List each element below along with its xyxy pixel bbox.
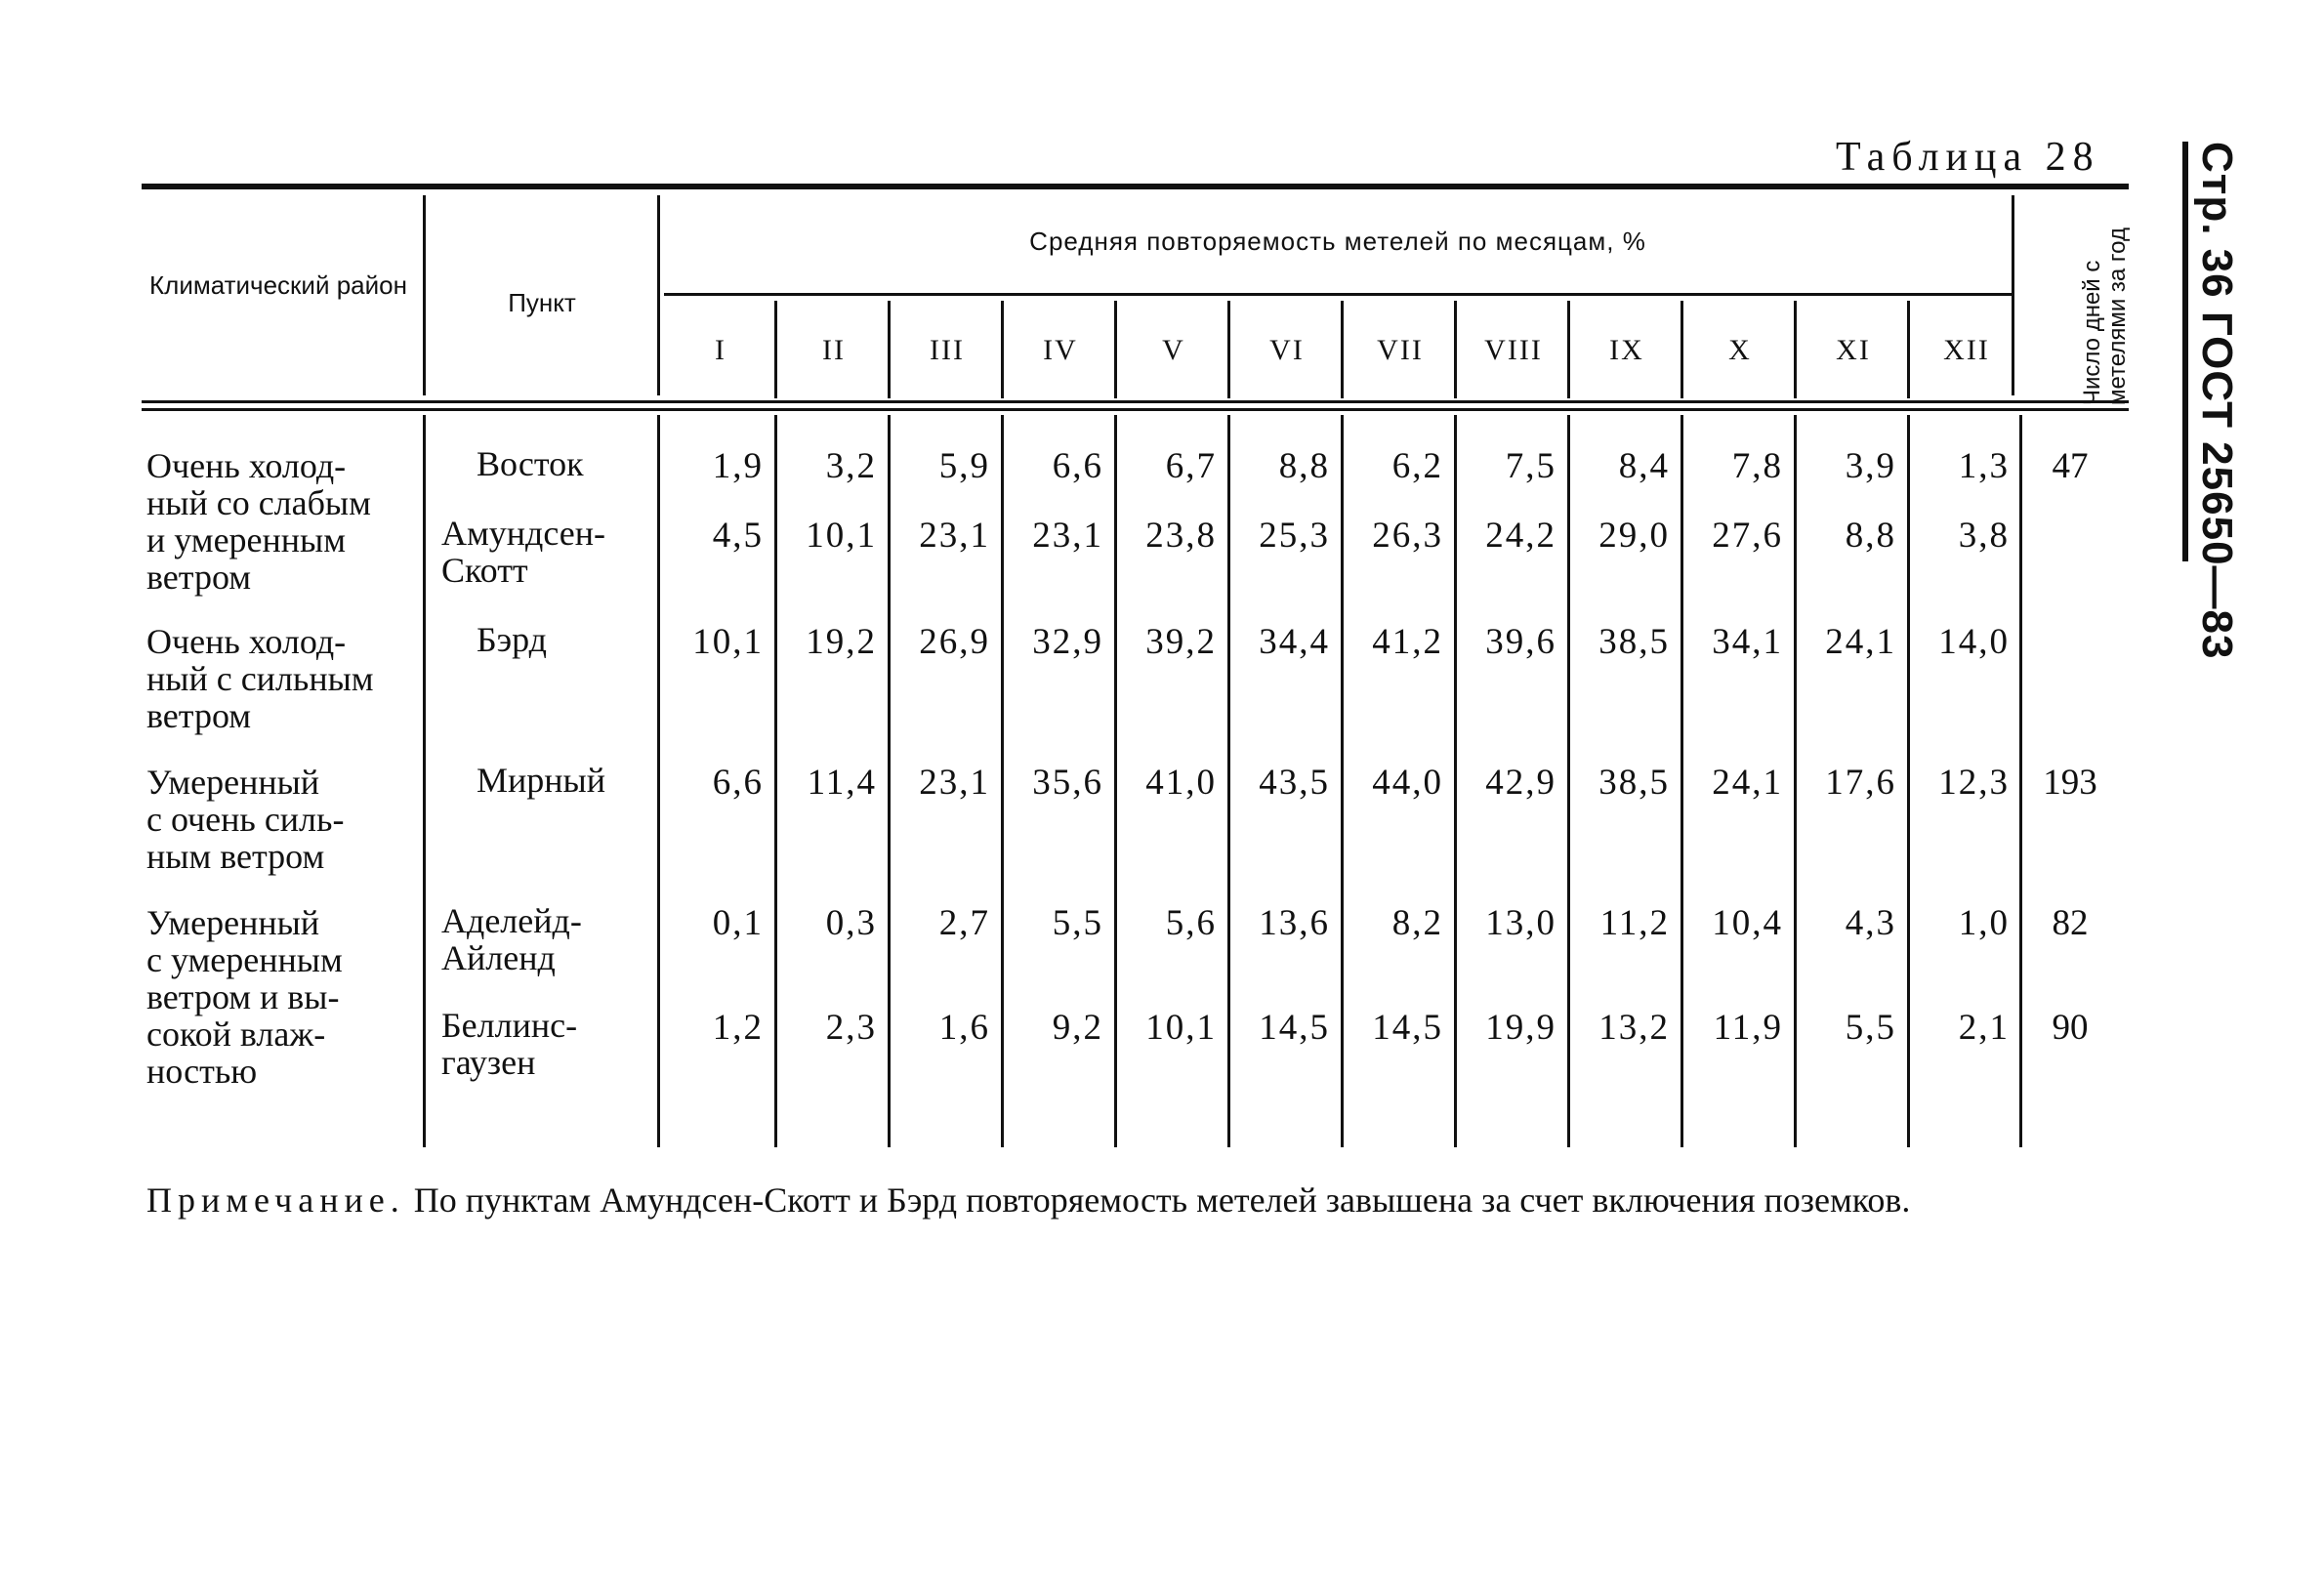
- station-name: Восток: [477, 444, 584, 483]
- value-cell: 0,3: [825, 903, 877, 943]
- value-cell: 38,5: [1598, 763, 1670, 803]
- col-divider: [657, 195, 660, 395]
- value-cell: 19,9: [1485, 1008, 1556, 1048]
- value-cell: 5,6: [1165, 903, 1217, 943]
- value-cell: 11,2: [1599, 903, 1670, 943]
- value-cell: 10,1: [806, 516, 877, 556]
- station-name: Бэрд: [477, 620, 547, 659]
- month-divider: [1907, 301, 1910, 398]
- value-cell: 23,1: [919, 516, 990, 556]
- header-month: II: [822, 334, 846, 366]
- month-divider: [1681, 301, 1683, 398]
- value-cell: 8,4: [1618, 446, 1670, 486]
- header-month: X: [1728, 334, 1752, 366]
- value-cell: 41,0: [1145, 763, 1217, 803]
- days-cell: 193: [2043, 763, 2097, 803]
- value-cell: 13,6: [1259, 903, 1330, 943]
- header-month: VIII: [1484, 334, 1543, 366]
- station-name: Беллинс- гаузен: [441, 1006, 578, 1082]
- header-month: XI: [1836, 334, 1871, 366]
- header-month: I: [715, 334, 726, 366]
- value-cell: 10,1: [1145, 1008, 1217, 1048]
- value-cell: 23,1: [1032, 516, 1103, 556]
- header-month: VI: [1269, 334, 1305, 366]
- value-cell: 26,9: [919, 622, 990, 662]
- month-divider: [1454, 301, 1457, 398]
- value-cell: 13,0: [1485, 903, 1556, 943]
- value-cell: 12,3: [1938, 763, 2010, 803]
- region-label: Умеренный с умеренным ветром и вы- сокой влаж- ностью: [146, 903, 343, 1091]
- value-cell: 39,2: [1145, 622, 1217, 662]
- month-divider: [1001, 301, 1004, 398]
- value-cell: 5,9: [938, 446, 990, 486]
- header-month: IX: [1609, 334, 1644, 366]
- value-cell: 2,3: [825, 1008, 877, 1048]
- header-month: XII: [1943, 334, 1990, 366]
- value-cell: 7,8: [1731, 446, 1783, 486]
- value-cell: 1,6: [938, 1008, 990, 1048]
- top-rule: [142, 184, 2129, 189]
- value-cell: 5,5: [1845, 1008, 1896, 1048]
- value-cell: 8,8: [1845, 516, 1896, 556]
- days-cell: 47: [2052, 446, 2089, 486]
- value-cell: 24,2: [1485, 516, 1556, 556]
- value-cell: 3,8: [1958, 516, 2010, 556]
- value-cell: 1,0: [1958, 903, 2010, 943]
- value-cell: 7,5: [1505, 446, 1556, 486]
- value-cell: 26,3: [1372, 516, 1443, 556]
- value-cell: 17,6: [1825, 763, 1896, 803]
- header-rule-1: [142, 400, 2129, 403]
- header-rule-2: [142, 408, 2129, 411]
- month-divider: [774, 301, 777, 398]
- value-cell: 25,3: [1259, 516, 1330, 556]
- value-cell: 42,9: [1485, 763, 1556, 803]
- header-month-group: Средняя повторяемость метелей по месяцам, %: [1029, 227, 1646, 256]
- month-divider: [1227, 301, 1230, 398]
- value-cell: 3,2: [825, 446, 877, 486]
- value-cell: 1,2: [712, 1008, 764, 1048]
- value-cell: 44,0: [1372, 763, 1443, 803]
- value-cell: 9,2: [1052, 1008, 1103, 1048]
- value-cell: 32,9: [1032, 622, 1103, 662]
- value-cell: 3,9: [1845, 446, 1896, 486]
- value-cell: 34,1: [1712, 622, 1783, 662]
- value-cell: 5,5: [1052, 903, 1103, 943]
- value-cell: 6,6: [712, 763, 764, 803]
- header-region: Климатический район: [149, 270, 407, 300]
- value-cell: 35,6: [1032, 763, 1103, 803]
- value-cell: 0,1: [712, 903, 764, 943]
- header-station: Пункт: [508, 288, 576, 317]
- value-cell: 8,8: [1278, 446, 1330, 486]
- month-divider: [1341, 301, 1344, 398]
- days-cell: 90: [2052, 1008, 2089, 1048]
- month-divider: [1567, 301, 1570, 398]
- value-cell: 29,0: [1598, 516, 1670, 556]
- header-month: VII: [1377, 334, 1424, 366]
- value-cell: 23,1: [919, 763, 990, 803]
- value-cell: 34,4: [1259, 622, 1330, 662]
- value-cell: 24,1: [1825, 622, 1896, 662]
- value-cell: 41,2: [1372, 622, 1443, 662]
- region-label: Умеренный с очень силь- ным ветром: [146, 763, 345, 876]
- value-cell: 4,3: [1845, 903, 1896, 943]
- value-cell: 1,9: [712, 446, 764, 486]
- col-divider: [423, 415, 426, 1147]
- col-divider: [423, 195, 426, 395]
- value-cell: 6,7: [1165, 446, 1217, 486]
- side-rule: [2182, 142, 2188, 561]
- value-cell: 14,0: [1938, 622, 2010, 662]
- value-cell: 19,2: [806, 622, 877, 662]
- month-divider: [1794, 301, 1797, 398]
- value-cell: 24,1: [1712, 763, 1783, 803]
- month-divider: [888, 301, 891, 398]
- value-cell: 43,5: [1259, 763, 1330, 803]
- region-label: Очень холод- ный с сильным ветром: [146, 622, 374, 735]
- value-cell: 10,4: [1712, 903, 1783, 943]
- station-name: Мирный: [477, 761, 605, 800]
- month-divider: [1114, 301, 1117, 398]
- value-cell: 23,8: [1145, 516, 1217, 556]
- value-cell: 10,1: [692, 622, 764, 662]
- value-cell: 39,6: [1485, 622, 1556, 662]
- header-days: Число дней с метелями за год: [2079, 228, 2131, 405]
- days-cell: 82: [2052, 903, 2089, 943]
- page-label: Стр. 36 ГОСТ 25650—83: [2193, 142, 2241, 660]
- value-cell: 13,2: [1598, 1008, 1670, 1048]
- table-title: Таблица 28: [1836, 135, 2100, 180]
- value-cell: 2,7: [938, 903, 990, 943]
- col-divider: [2019, 415, 2022, 1147]
- value-cell: 8,2: [1391, 903, 1443, 943]
- value-cell: 11,9: [1713, 1008, 1783, 1048]
- value-cell: 27,6: [1712, 516, 1783, 556]
- value-cell: 6,6: [1052, 446, 1103, 486]
- station-name: Аделейд- Айленд: [441, 901, 582, 977]
- value-cell: 4,5: [712, 516, 764, 556]
- note-lead: Примечание.: [146, 1180, 405, 1220]
- value-cell: 14,5: [1259, 1008, 1330, 1048]
- value-cell: 6,2: [1391, 446, 1443, 486]
- header-month: V: [1162, 334, 1185, 366]
- group-header-rule: [664, 293, 2012, 296]
- station-name: Амундсен- Скотт: [441, 514, 606, 590]
- region-label: Очень холод- ный со слабым и умеренным ветром: [146, 446, 371, 597]
- value-cell: 1,3: [1958, 446, 2010, 486]
- value-cell: 2,1: [1958, 1008, 2010, 1048]
- value-cell: 38,5: [1598, 622, 1670, 662]
- header-month: IV: [1043, 334, 1078, 366]
- note-text: По пунктам Амундсен-Скотт и Бэрд повторяемость метелей завышена за счет включения поземков.: [404, 1180, 1911, 1220]
- header-month: III: [930, 334, 965, 366]
- value-cell: 11,4: [807, 763, 877, 803]
- value-cell: 14,5: [1372, 1008, 1443, 1048]
- table-note: [146, 1180, 2138, 1221]
